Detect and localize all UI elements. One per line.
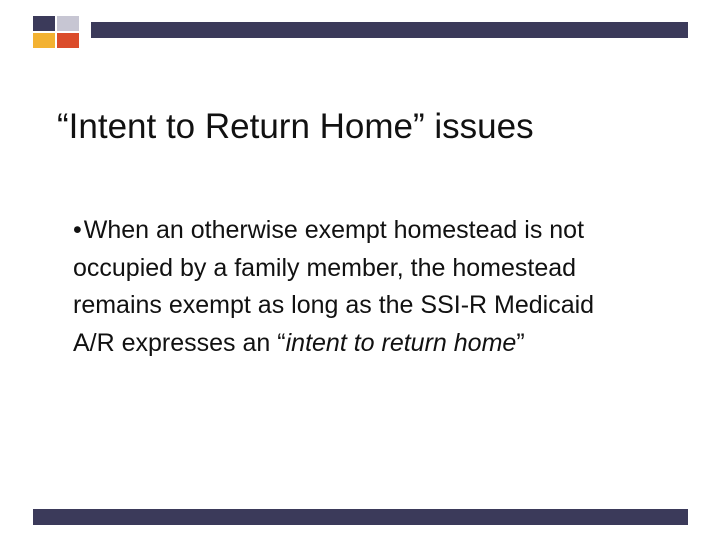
logo-square-navy [33, 16, 55, 31]
bottom-decorative-bar [33, 509, 688, 525]
bullet-text: When an otherwise exempt homestead is not occupied by a family member, the homestead remains exempt as long as the SSI-R Medicaid A/R expresses an [73, 216, 595, 357]
quote-close: ” [516, 328, 525, 357]
slide-title: “Intent to Return Home” issues [57, 107, 534, 146]
logo-square-orange [33, 33, 55, 48]
logo-square-red [57, 33, 79, 48]
top-decorative-bar [91, 22, 688, 38]
logo-square-grey [57, 16, 79, 31]
bullet-marker: • [73, 216, 82, 244]
italic-phrase: intent to return home [285, 328, 517, 357]
quote-open: “ [277, 328, 286, 357]
bullet-point [73, 212, 633, 362]
